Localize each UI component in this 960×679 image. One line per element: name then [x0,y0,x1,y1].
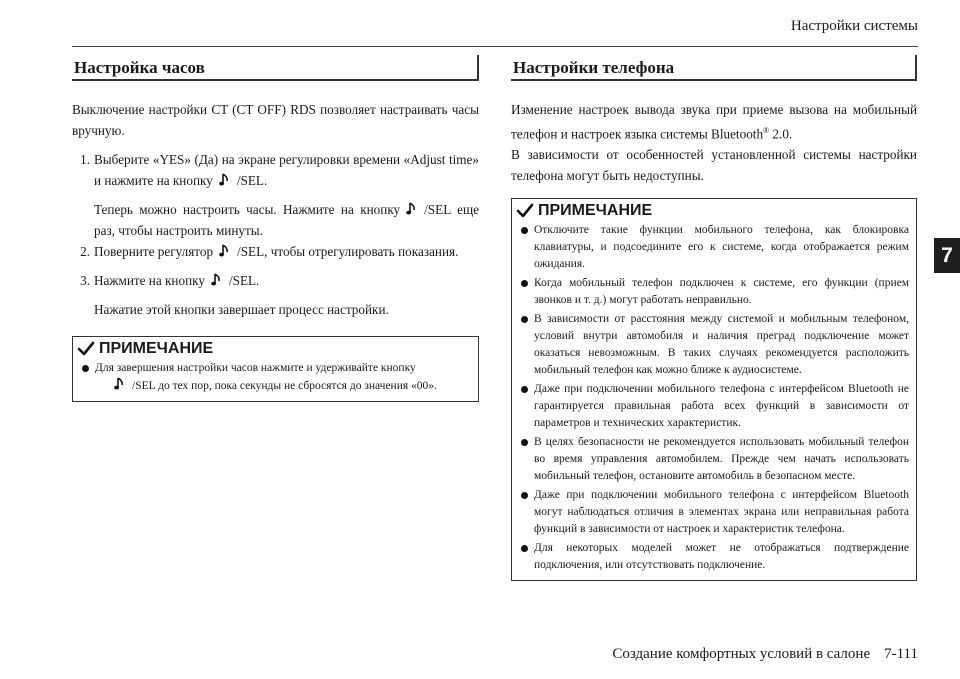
chapter-tab[interactable]: 7 [934,238,960,273]
step-3-detail [72,299,479,320]
step-number: 2. [80,244,90,259]
section-title-phone: Настройки телефона [511,55,917,81]
right-column [511,55,917,581]
step-number: 1. [80,152,90,167]
page-footer [612,646,918,663]
music-note-icon [218,173,232,187]
page-number: 7-111 [884,646,918,662]
music-note-icon [405,202,419,216]
note-list [73,360,478,401]
page-header-title: Настройки системы [790,18,918,34]
clock-steps [72,149,479,320]
note-item: Даже при подключении мобильного телефона с интерфейсом Bluetooth могут наблюдаться отличия в элементах экрана или неправильная работа функций в зависимости от настроек и характеристик телефона. [534,487,909,538]
note-header [512,199,916,222]
header-divider [72,46,918,47]
step-3 [72,270,479,291]
note-item: Даже при подключении мобильного телефона с интерфейсом Bluetooth не гарантируется правильная работа всех функций в зависимости от параметров и технических характеристик. [534,381,909,432]
note-item: Для некоторых моделей может не отображаться подтверждение подключения, или отсутствовать подключение. [534,540,909,574]
note-item: Для завершения настройки часов нажмите и удерживайте кнопку /SEL до тех пор, пока секунды не сбросятся до значения «00». [95,360,471,395]
note-box-clock [72,336,479,402]
phone-intro: Изменение настроек вывода звука при приеме вызова на мобильный телефон и настроек языка системы Bluetooth® 2.0. [511,102,917,142]
step-text: Теперь можно настроить часы. Нажмите на кнопку /SEL еще раз, чтобы настроить минуты. [94,202,480,238]
note-header [73,337,478,360]
note-item: В зависимости от расстояния между системой и мобильным телефоном, условий внутри автомобиля и наличия преград подключение может оказаться невозможным. В таких случаях рекомендуется расположить мобильный телефон как можно ближе к аудиосистеме. [534,311,909,379]
music-note-icon [218,244,232,258]
step-text: Нажатие этой кнопки завершает процесс настройки. [94,302,389,317]
checkmark-icon [77,340,95,358]
music-note-icon [210,273,224,287]
note-box-phone [511,198,917,581]
step-number: 3. [80,273,90,288]
step-text: Выберите «YES» (Да) на экране регулировки времени «Adjust time» и нажмите на кнопку /SEL. [94,152,479,188]
music-note-icon [113,377,127,391]
clock-intro: Выключение настройки CT (CT OFF) RDS позволяет настраивать часы вручную. [72,102,479,138]
note-item: Когда мобильный телефон подключен к системе, его функции (прием звонков и т. д.) могут работать неправильно. [534,275,909,309]
note-item: В целях безопасности не рекомендуется использовать мобильный телефон во время управления автомобилем. Прежде чем начать использовать мобильный телефон, остановите автомобиль в безопасном месте. [534,434,909,485]
note-list [512,222,916,580]
note-label: ПРИМЕЧАНИЕ [99,340,214,357]
step-1-detail [72,199,479,241]
section-title-clock: Настройка часов [72,55,479,81]
note-label: ПРИМЕЧАНИЕ [538,202,653,220]
step-text: Нажмите на кнопку /SEL. [94,273,260,288]
step-1 [72,149,479,191]
step-text: Поверните регулятор /SEL, чтобы отрегулировать показания. [94,244,459,259]
note-item: Отключите такие функции мобильного телефона, как блокировка клавиатуры, и подсоедините его к системе, когда отображается режим ожидания. [534,222,909,273]
footer-section-title: Создание комфортных условий в салоне [612,646,871,662]
left-column [72,55,479,402]
phone-intro-2: В зависимости от особенностей установленной системы настройки телефона могут быть недоступны. [511,147,917,184]
checkmark-icon [516,202,534,220]
step-2 [72,241,479,262]
registered-mark: ® [763,126,770,135]
